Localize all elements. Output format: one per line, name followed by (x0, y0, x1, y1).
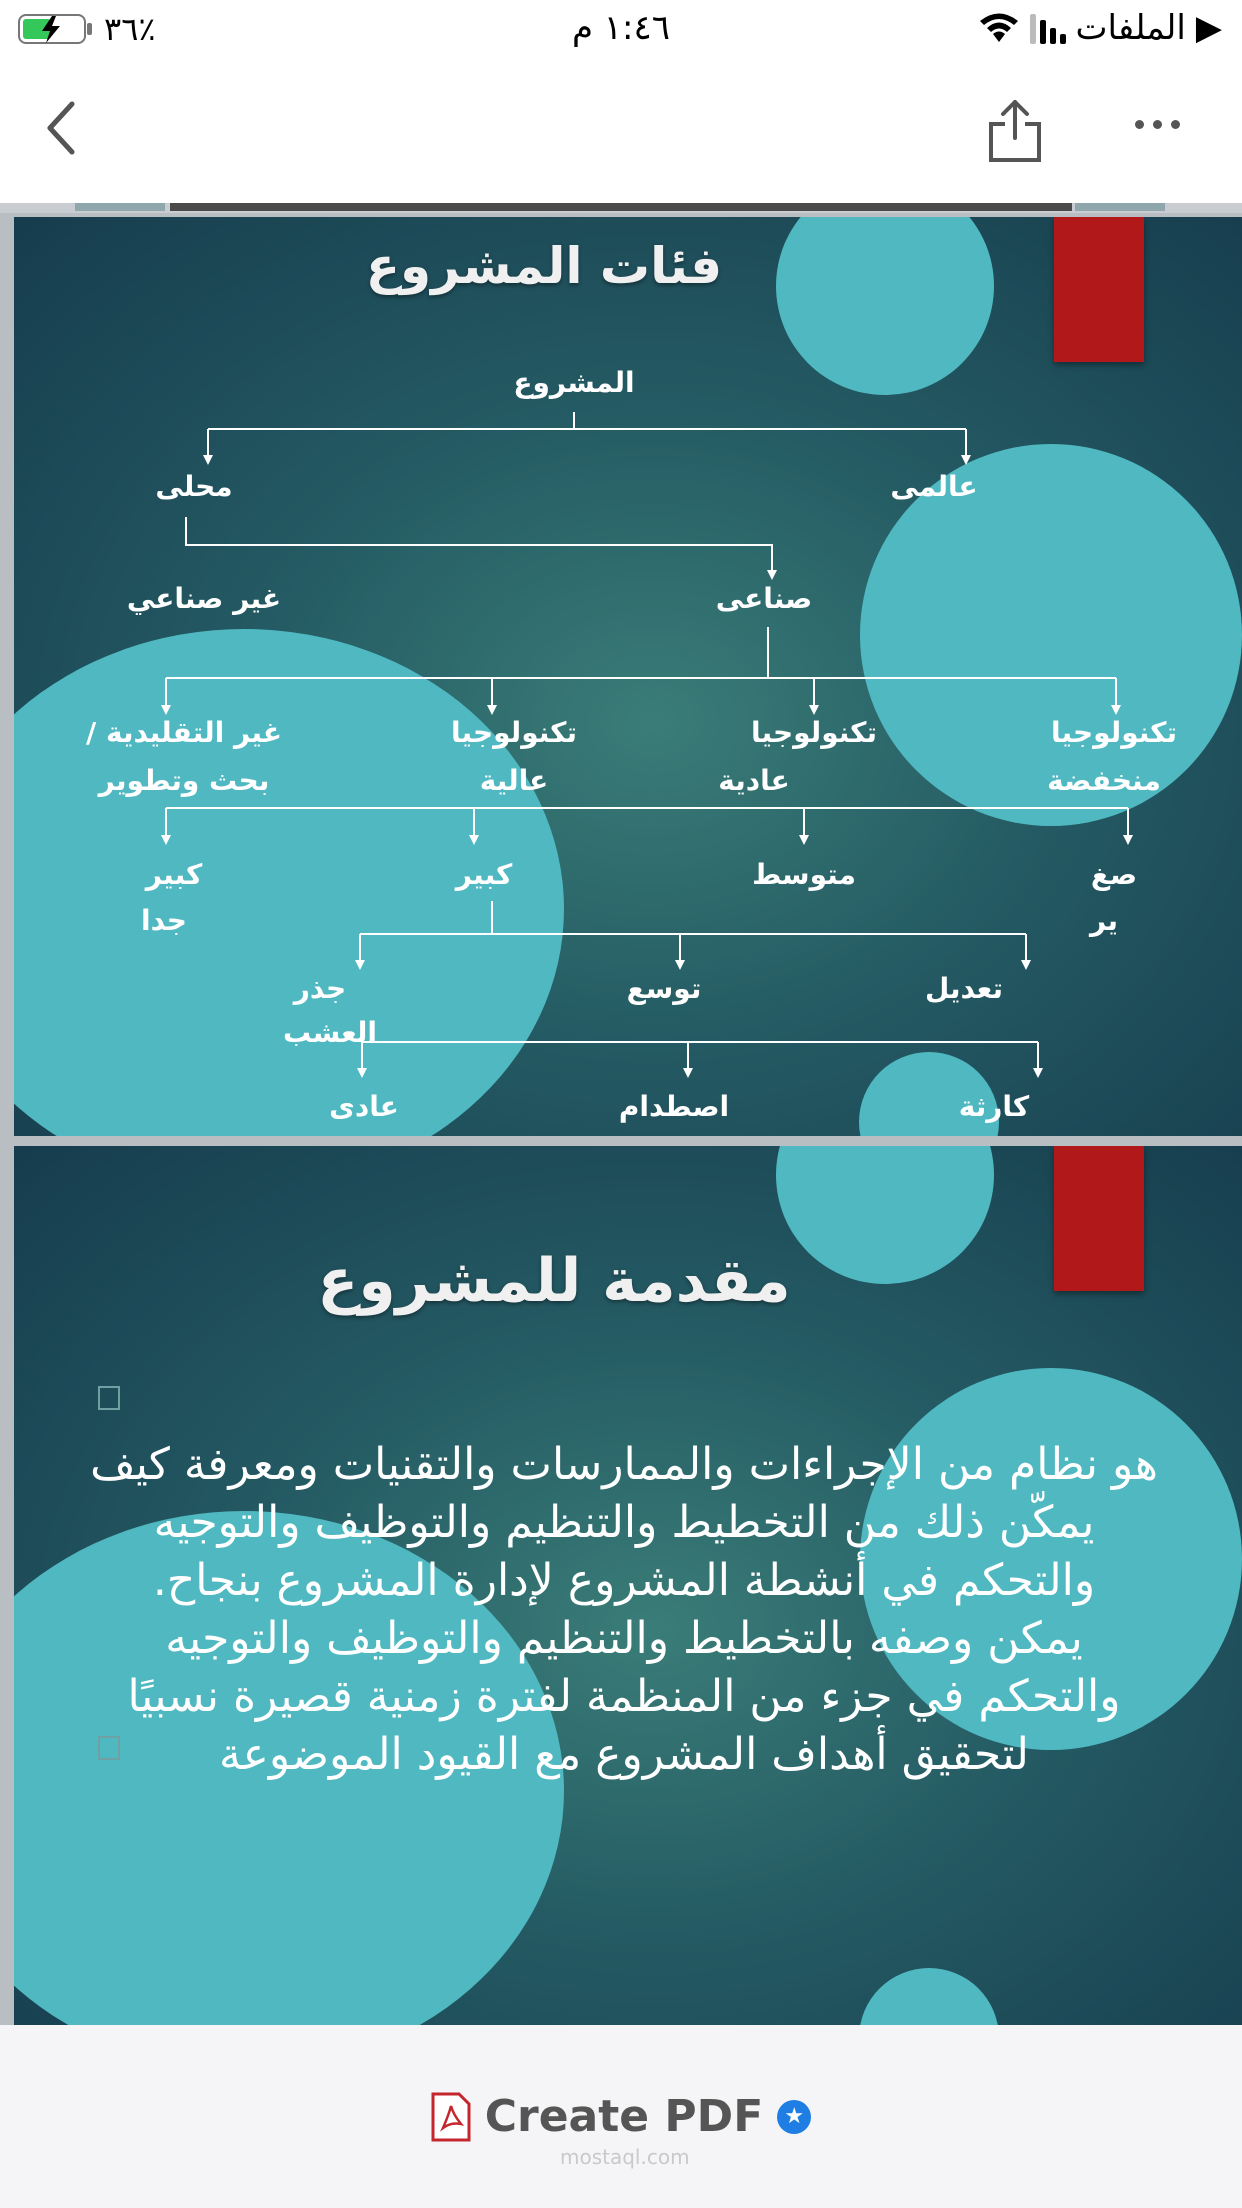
node-very-large-2: جدا (141, 904, 187, 937)
slide-body-text (74, 1436, 1174, 1784)
share-icon[interactable] (985, 98, 1045, 164)
slide-title: فئات المشروع (365, 237, 723, 295)
red-accent-bar (1054, 1146, 1144, 1291)
more-dots-icon[interactable] (1135, 120, 1180, 129)
node-modification: تعديل (925, 972, 1003, 1005)
body-line: يمكن وصفه بالتخطيط والتنظيم والتوظيف والتوجيه (165, 1613, 1083, 1664)
slide-project-categories (14, 217, 1242, 1136)
play-back-icon: ▶ (1195, 8, 1222, 48)
node-very-large-1: كبير (145, 858, 203, 891)
battery-icon (18, 12, 96, 46)
bullet-icon (98, 1386, 120, 1410)
create-pdf-button[interactable] (0, 2025, 1242, 2208)
node-root: المشروع (513, 366, 635, 399)
chevron-left-icon[interactable] (40, 98, 90, 158)
node-tech-low-1: تكنولوجيا (1051, 716, 1177, 749)
document-viewer[interactable] (0, 203, 1242, 2025)
slide-project-intro (14, 1146, 1242, 2025)
battery-percent: ٣٦٪ (104, 10, 156, 48)
bottom-toolbar (0, 2025, 1242, 2208)
body-line: لتحقيق أهداف المشروع مع القيود الموضوعة (219, 1729, 1029, 1780)
node-small-1: صغ (1090, 858, 1138, 891)
node-radical-1: جذر (293, 972, 347, 1005)
status-bar (0, 0, 1242, 60)
node-industrial: صناعى (715, 582, 813, 615)
node-tech-high-1: تكنولوجيا (451, 716, 577, 749)
node-collision: اصطدام (618, 1090, 730, 1123)
node-radical-2: العشب (282, 1016, 378, 1049)
node-tech-normal-1: تكنولوجيا (751, 716, 877, 749)
node-medium: متوسط (752, 858, 856, 891)
node-tech-low-2: منخفضة (1047, 764, 1161, 797)
slide-title: مقدمة للمشروع (317, 1246, 791, 1316)
body-line: هو نظام من الإجراءات والممارسات والتقنيات ومعرفة كيف (90, 1439, 1158, 1490)
node-large: كبير (455, 858, 513, 891)
battery-indicator (18, 10, 156, 48)
body-line: يمكّن ذلك من التخطيط والتنظيم والتوظيف والتوجيه (153, 1497, 1095, 1548)
node-global: عالمى (890, 470, 978, 503)
node-normal: عادى (329, 1090, 399, 1123)
body-line: والتحكم في أنشطة المشروع لإدارة المشروع بنجاح. (152, 1555, 1096, 1606)
navigation-bar (0, 60, 1242, 204)
body-line: والتحكم في جزء من المنظمة لفترة زمنية قصيرة نسبيًا (127, 1671, 1121, 1722)
decor-circle (859, 1968, 999, 2025)
pdf-icon (431, 2092, 471, 2142)
node-small-2: ير (1090, 904, 1118, 937)
node-expansion: توسع (626, 972, 702, 1005)
node-tech-nontraditional-2: بحث وتطوير (98, 764, 270, 797)
star-badge-icon: ★ (777, 2100, 811, 2134)
node-non-industrial: غير صناعي (126, 582, 282, 615)
create-pdf-label: Create PDF (484, 2091, 764, 2142)
watermark: mostaql.com (560, 2145, 690, 2169)
node-tech-high-2: عالية (479, 764, 549, 797)
node-tech-nontraditional-1: غير التقليدية / (86, 716, 282, 749)
node-disaster: كارثة (958, 1090, 1030, 1123)
node-local: محلى (155, 470, 233, 503)
node-tech-normal-2: عادية (718, 764, 790, 797)
back-app-label: الملفات (1075, 8, 1186, 48)
page-scroll-indicator (0, 203, 1242, 213)
status-time: ١:٤٦ م (571, 8, 671, 48)
